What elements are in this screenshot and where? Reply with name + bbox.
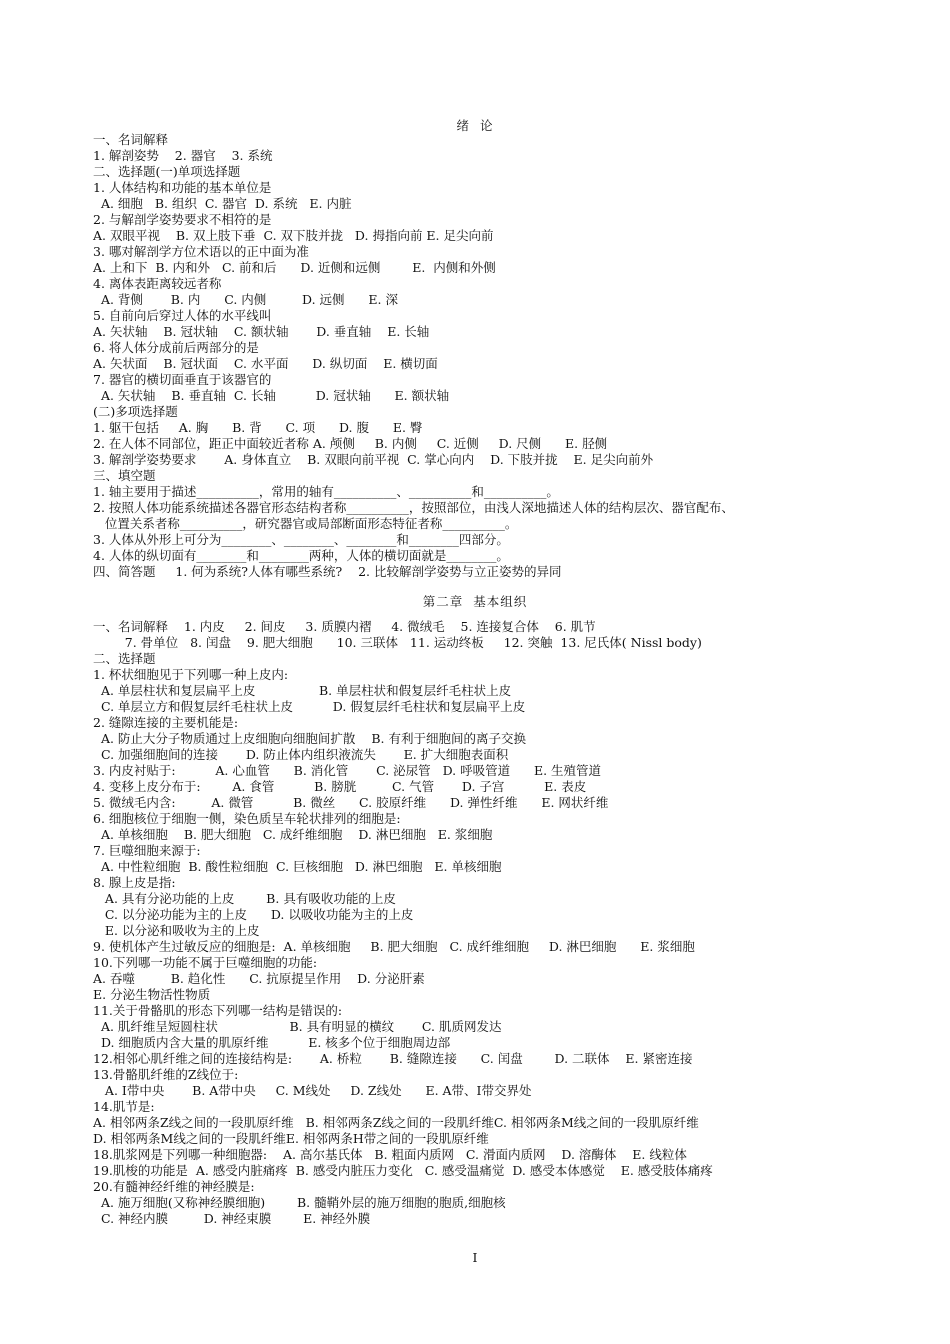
text-line: A. 防止大分子物质通过上皮细胞向细胞间扩散 B. 有利于细胞间的离子交换 bbox=[93, 731, 526, 746]
text-line: 2. 与解剖学姿势要求不相符的是 bbox=[93, 212, 272, 227]
text-line: 5. 微绒毛内含: A. 微管 B. 微丝 C. 胶原纤维 D. 弹性纤维 E. 网状纤维 bbox=[93, 795, 609, 810]
text-line: 4. 变移上皮分布于: A. 食管 B. 膀胱 C. 气管 D. 子宫 E. 表皮 bbox=[93, 779, 587, 794]
text-line: 一、名词解释 bbox=[93, 132, 169, 147]
text-line: 7. 骨单位 8. 闰盘 9. 肥大细胞 10. 三联体 11. 运动终板 12. 突触 13. 尼氏体( Nissl body) bbox=[93, 635, 702, 650]
text-line: 5. 自前向后穿过人体的水平线叫 bbox=[93, 308, 272, 323]
text-line: 三、填空题 bbox=[93, 468, 156, 483]
text-line: 二、选择题 bbox=[93, 651, 156, 666]
text-line: C. 神经内膜 D. 神经束膜 E. 神经外膜 bbox=[93, 1211, 371, 1226]
text-line: 四、简答题 1. 何为系统?人体有哪些系统? 2. 比较解剖学姿势与立正姿势的异同 bbox=[93, 564, 562, 579]
text-line: A. 双眼平视 B. 双上肢下垂 C. 双下肢并拢 D. 拇指向前 E. 足尖向前 bbox=[93, 228, 494, 243]
text-line: 2. 按照人体功能系统描述各器官形态结构者称__________，按照部位，由浅人深地描述人体的结构层次、器官配布、 bbox=[93, 500, 734, 515]
text-line: A. 上和下 B. 内和外 C. 前和后 D. 近侧和远侧 E. 内侧和外侧 bbox=[93, 260, 496, 275]
text-line: 10.下列哪一功能不属于巨噬细胞的功能: bbox=[93, 955, 318, 970]
text-line: 4. 人体的纵切面有________和________两种，人体的横切面就是________。 bbox=[93, 548, 509, 563]
text-line: 4. 离体表距离较远者称 bbox=[93, 276, 222, 291]
text-line: 7. 巨噬细胞来源于: bbox=[93, 843, 201, 858]
page-number: I bbox=[472, 1250, 478, 1265]
text-line: 8. 腺上皮是指: bbox=[93, 875, 176, 890]
text-line: A. I带中央 B. A带中央 C. M线处 D. Z线处 E. A带、I带交界处 bbox=[93, 1083, 532, 1098]
text-line: 9. 使机体产生过敏反应的细胞是: A. 单核细胞 B. 肥大细胞 C. 成纤维细胞 D. 淋巴细胞 E. 浆细胞 bbox=[93, 939, 695, 954]
text-line: 14.肌节是: bbox=[93, 1099, 155, 1114]
text-line: D. 细胞质内含大量的肌原纤维 E. 核多个位于细胞周边部 bbox=[93, 1035, 451, 1050]
text-line: A. 细胞 B. 组织 C. 器官 D. 系统 E. 内脏 bbox=[93, 196, 352, 211]
text-line: A. 单层柱状和复层扁平上皮 B. 单层柱状和假复层纤毛柱状上皮 bbox=[93, 683, 512, 698]
text-line: A. 背侧 B. 内 C. 内侧 D. 远侧 E. 深 bbox=[93, 292, 398, 307]
text-line: C. 以分泌功能为主的上皮 D. 以吸收功能为主的上皮 bbox=[93, 907, 414, 922]
text-line: A. 具有分泌功能的上皮 B. 具有吸收功能的上皮 bbox=[93, 891, 396, 906]
text-line: 6. 细胞核位于细胞一侧，染色质呈车轮状排列的细胞是: bbox=[93, 811, 401, 826]
text-line: 位置关系者称__________，研究器官或局部断面形态特征者称__________。 bbox=[93, 516, 518, 531]
text-line: 1. 解剖姿势 2. 器官 3. 系统 bbox=[93, 148, 273, 163]
text-line: 19.肌梭的功能是 A. 感受内脏痛疼 B. 感受内脏压力变化 C. 感受温痛觉 D. 感受本体感觉 E. 感受肢体痛疼 bbox=[93, 1163, 713, 1178]
text-line: 13.骨骼肌纤维的Z线位于: bbox=[93, 1067, 239, 1082]
text-line: E. 分泌生物活性物质 bbox=[93, 987, 211, 1002]
text-line: A. 单核细胞 B. 肥大细胞 C. 成纤维细胞 D. 淋巴细胞 E. 浆细胞 bbox=[93, 827, 493, 842]
text-line: E. 以分泌和吸收为主的上皮 bbox=[93, 923, 260, 938]
text-line: A. 矢状面 B. 冠状面 C. 水平面 D. 纵切面 E. 横切面 bbox=[93, 356, 438, 371]
text-line: 3. 哪对解剖学方位术语以的正中面为准 bbox=[93, 244, 309, 259]
text-line: D. 相邻两条M线之间的一段肌纤维E. 相邻两条H带之间的一段肌原纤维 bbox=[93, 1131, 489, 1146]
text-line: 12.相邻心肌纤维之间的连接结构是: A. 桥粒 B. 缝隙连接 C. 闰盘 D. 二联体 E. 紧密连接 bbox=[93, 1051, 693, 1066]
text-line: C. 单层立方和假复层纤毛柱状上皮 D. 假复层纤毛柱状和复层扁平上皮 bbox=[93, 699, 526, 714]
text-line: A. 吞噬 B. 趋化性 C. 抗原提呈作用 D. 分泌肝素 bbox=[93, 971, 425, 986]
text-line: 18.肌浆网是下列哪一种细胞器: A. 高尔基氏体 B. 粗面内质网 C. 滑面内质网 D. 溶酶体 E. 线粒体 bbox=[93, 1147, 687, 1162]
text-line: 2. 在人体不同部位，距正中面较近者称 A. 颅侧 B. 内侧 C. 近侧 D. 尺侧 E. 胫侧 bbox=[93, 436, 608, 451]
text-line: A. 中性粒细胞 B. 酸性粒细胞 C. 巨核细胞 D. 淋巴细胞 E. 单核细胞 bbox=[93, 859, 502, 874]
text-line: A. 矢状轴 B. 冠状轴 C. 额状轴 D. 垂直轴 E. 长轴 bbox=[93, 324, 430, 339]
text-line: 7. 器官的横切面垂直于该器官的 bbox=[93, 372, 272, 387]
text-line: 3. 内皮衬贴于: A. 心血管 B. 消化管 C. 泌尿管 D. 呼吸管道 E. 生殖管道 bbox=[93, 763, 602, 778]
chapter2-title: 第二章 基本组织 bbox=[422, 594, 528, 609]
text-line: 1. 杯状细胞见于下列哪一种上皮内: bbox=[93, 667, 289, 682]
text-line: 11.关于骨骼肌的形态下列哪一结构是错误的: bbox=[93, 1003, 343, 1018]
text-line: 1. 人体结构和功能的基本单位是 bbox=[93, 180, 272, 195]
text-line: 二、选择题(一)单项选择题 bbox=[93, 164, 241, 179]
text-line: 1. 轴主要用于描述__________，常用的轴有__________、__________和__________。 bbox=[93, 484, 559, 499]
text-line: 2. 缝隙连接的主要机能是: bbox=[93, 715, 239, 730]
text-line: 3. 人体从外形上可分为________、________、________和________四部分。 bbox=[93, 532, 509, 547]
text-line: 3. 解剖学姿势要求 A. 身体直立 B. 双眼向前平视 C. 掌心向内 D. 下肢并拢 E. 足尖向前外 bbox=[93, 452, 654, 467]
intro-title: 绪 论 bbox=[456, 118, 494, 133]
text-line: A. 施万细胞(又称神经膜细胞) B. 髓鞘外层的施万细胞的胞质,细胞核 bbox=[93, 1195, 506, 1210]
text-line: (二)多项选择题 bbox=[93, 404, 178, 419]
text-line: A. 矢状轴 B. 垂直轴 C. 长轴 D. 冠状轴 E. 额状轴 bbox=[93, 388, 450, 403]
text-line: 6. 将人体分成前后两部分的是 bbox=[93, 340, 259, 355]
text-line: A. 肌纤维呈短圆柱状 B. 具有明显的横纹 C. 肌质网发达 bbox=[93, 1019, 502, 1034]
text-line: 1. 躯干包括 A. 胸 B. 背 C. 项 D. 腹 E. 臀 bbox=[93, 420, 423, 435]
text-line: 20.有髓神经纤维的神经膜是: bbox=[93, 1179, 255, 1194]
text-line: 一、名词解释 1. 内皮 2. 间皮 3. 质膜内褶 4. 微绒毛 5. 连接复合体 6. 肌节 bbox=[93, 619, 596, 634]
text-line: A. 相邻两条Z线之间的一段肌原纤维 B. 相邻两条Z线之间的一段肌纤维C. 相邻两条M线之间的一段肌原纤维 bbox=[93, 1115, 699, 1130]
text-line: C. 加强细胞间的连接 D. 防止体内组织液流失 E. 扩大细胞表面积 bbox=[93, 747, 509, 762]
